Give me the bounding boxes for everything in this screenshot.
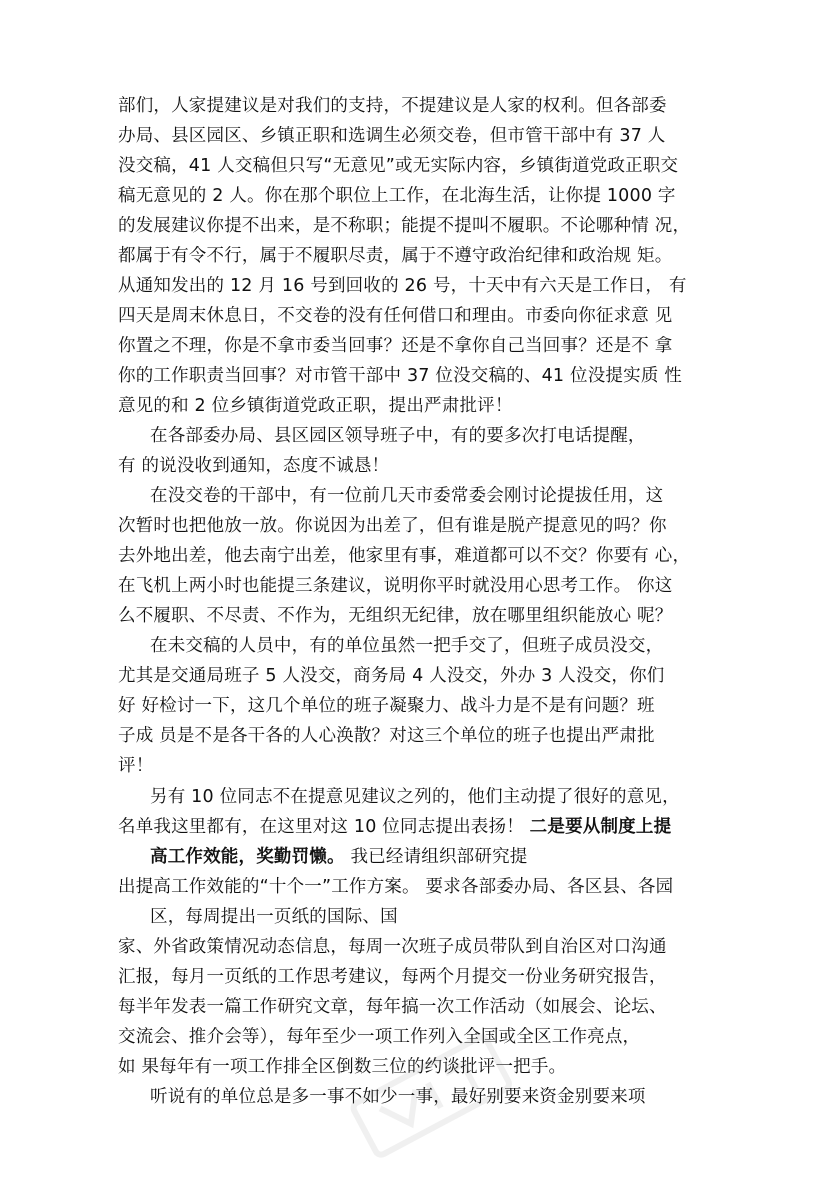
- watermark-graphic: [310, 1020, 550, 1180]
- text-line-29: 家、外省政策情况动态信息，每周一次班子成员带队到自治区对口沟通: [118, 937, 667, 957]
- text-line-26-bold: 高工作效能，奖勤罚懒。: [150, 847, 345, 867]
- text-line-9: 你置之不理，你是不拿市委当回事？还是不拿你自己当回事？还是不 拿: [118, 336, 673, 356]
- text-line-14: 在没交卷的干部中，有一位前几天市委常委会刚讨论提拔任用，这: [150, 486, 664, 506]
- text-line-8: 四天是周末休息日，不交卷的没有任何借口和理由。市委向你征求意 见: [118, 306, 673, 326]
- text-line-32: 交流会、推介会等），每年至少一项工作列入全国或全区工作亮点，: [118, 1027, 641, 1047]
- text-line-19: 在未交稿的人员中，有的单位虽然一把手交了，但班子成员没交，: [150, 636, 664, 656]
- text-line-15: 次暂时也把他放一放。你说因为出差了，但有谁是脱产提意见的吗？你: [118, 516, 667, 536]
- text-line-26: [150, 845, 527, 869]
- text-line-7: 从通知发出的 12 月 16 号到回收的 26 号，十天中有六天是工作日， 有: [118, 276, 687, 296]
- text-line-25-regular: 名单我这里都有，在这里对这 10 位同志提出表扬！: [118, 817, 524, 837]
- text-line-13: 有 的说没收到通知，态度不诚恳！: [118, 456, 390, 476]
- text-line-3: 没交稿，41 人交稿但只写“无意见”或无实际内容，乡镇街道党政正职交: [118, 156, 679, 176]
- text-line-25: [118, 815, 671, 839]
- text-line-25-bold: 二是要从制度上提: [529, 817, 672, 837]
- text-line-11: 意见的和 2 位乡镇街道党政正职，提出严肃批评！: [118, 396, 513, 416]
- text-line-20: 尤其是交通局班子 5 人没交，商务局 4 人没交，外办 3 人没交，你们: [118, 666, 665, 686]
- text-line-1: 部们，人家提建议是对我们的支持，不提建议是人家的权利。但各部委: [118, 96, 667, 116]
- text-line-4: 稿无意见的 2 人。你在那个职位上工作，在北海生活，让你提 1000 字: [118, 186, 676, 206]
- text-line-30: 汇报，每月一页纸的工作思考建议，每两个月提交一份业务研究报告，: [118, 967, 667, 987]
- text-line-23: 评！: [118, 756, 154, 776]
- text-line-12: 在各部委办局、县区园区领导班子中，有的要多次打电话提醒，: [150, 426, 646, 446]
- text-line-21: 好 好检讨一下，这几个单位的班子凝聚力、战斗力是不是有问题？班: [118, 696, 655, 716]
- text-line-31: 每半年发表一篇工作研究文章，每年搞一次工作活动（如展会、论坛、: [118, 997, 667, 1017]
- text-line-17: 在飞机上两小时也能提三条建议，说明你平时就没用心思考工作。 你这: [118, 576, 673, 596]
- text-line-26-regular: 我已经请组织部研究提: [350, 847, 528, 867]
- text-line-6: 都属于有令不行，属于不履职尽责，属于不遵守政治纪律和政治规 矩。: [118, 246, 673, 266]
- text-line-34: 听说有的单位总是多一事不如少一事，最好别要来资金别要来项: [150, 1087, 646, 1107]
- text-line-24: 另有 10 位同志不在提意见建议之列的，他们主动提了很好的意见，: [150, 787, 680, 807]
- text-line-28: 区，每周提出一页纸的国际、国: [150, 907, 398, 927]
- text-line-5: 的发展建议你提不出来，是不称职；能提不提叫不履职。不论哪种情 况，: [118, 216, 691, 236]
- text-line-27: 出提高工作效能的“十个一”工作方案。 要求各部委办局、各区县、各园: [118, 877, 674, 897]
- text-line-22: 子成 员是不是各干各的人心涣散？对这三个单位的班子也提出严肃批: [118, 726, 655, 746]
- text-line-2: 办局、县区园区、乡镇正职和选调生必须交卷，但市管干部中有 37 人: [118, 126, 666, 146]
- text-line-16: 去外地出差，他去南宁出差，他家里有事，难道都可以不交？你要有 心，: [118, 546, 691, 566]
- text-line-33: 如 果每年有一项工作排全区倒数三位的约谈批评一把手。: [118, 1057, 567, 1077]
- text-line-18: 么不履职、不尽责、不作为，无组织无纪律，放在哪里组织能放心 呢？: [118, 606, 673, 626]
- text-line-10: 你的工作职责当回事？对市管干部中 37 位没交稿的、41 位没提实质 性: [118, 366, 682, 386]
